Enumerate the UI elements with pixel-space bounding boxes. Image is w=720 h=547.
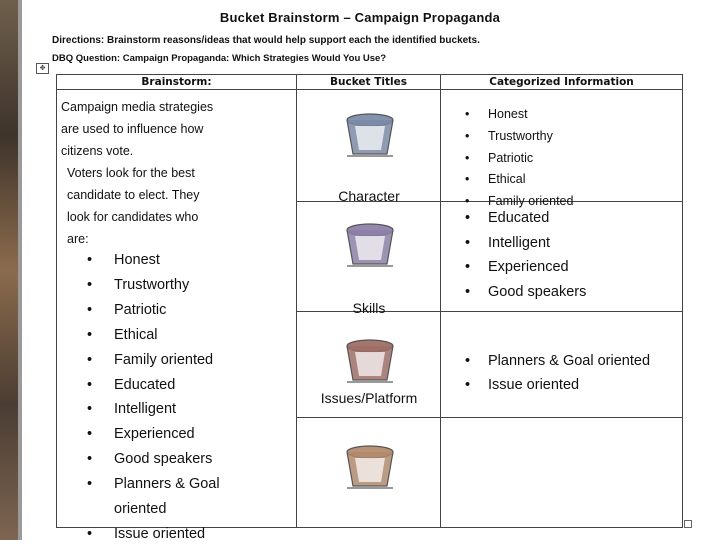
list-item: • Family oriented <box>87 348 220 373</box>
bucket-title-cell[interactable] <box>297 90 441 202</box>
list-item: • Issue oriented <box>465 373 650 397</box>
list-item <box>87 472 220 522</box>
list-item: • Good speakers <box>465 280 586 305</box>
list-item: • Educated <box>87 373 220 398</box>
list-item: • Intelligent <box>87 397 220 422</box>
table-resize-handle[interactable] <box>684 520 692 528</box>
brainstorm-list <box>87 248 220 547</box>
header-row <box>57 75 683 90</box>
voters-line: are: <box>67 232 89 246</box>
bucket-icon <box>341 338 399 384</box>
bucket-brainstorm-table <box>56 74 683 542</box>
category-list <box>465 206 586 305</box>
list-item-continuation: oriented <box>114 501 167 518</box>
directions-text: Directions: Brainstorm reasons/ideas that would help support each the identified buckets. <box>52 35 480 46</box>
list-item: • Experienced <box>87 422 220 447</box>
category-list <box>465 104 573 213</box>
category-cell[interactable] <box>441 202 683 312</box>
bucket-title-cell[interactable] <box>297 312 441 418</box>
bucket-icon <box>341 222 399 268</box>
list-item: • Planners & Goal oriented <box>465 349 650 373</box>
bucket-title-cell[interactable] <box>297 418 441 528</box>
list-item: • Educated <box>465 206 586 231</box>
header-brainstorm: Brainstorm: <box>57 75 297 90</box>
table-move-handle[interactable]: ✥ <box>36 63 49 74</box>
list-item: • Issue oriented <box>87 522 220 547</box>
list-item: • Experienced <box>465 255 586 280</box>
list-item: • Honest <box>465 104 573 126</box>
category-cell[interactable] <box>441 90 683 209</box>
category-list <box>465 349 650 397</box>
list-item: • Honest <box>87 248 220 273</box>
voters-line: look for candidates who <box>67 210 199 224</box>
bucket-title: Issues/Platform <box>320 390 418 406</box>
list-item: • Trustworthy <box>87 273 220 298</box>
background-photo-strip <box>0 0 18 540</box>
voters-line: Voters look for the best <box>67 166 195 180</box>
intro-line: citizens vote. <box>61 144 134 158</box>
bucket-title: Character <box>338 188 400 204</box>
list-item: • Family oriented <box>465 191 573 213</box>
list-item: • Ethical <box>87 323 220 348</box>
header-bucket-titles: Bucket Titles <box>297 75 441 90</box>
intro-line: Campaign media strategies <box>61 100 214 114</box>
bucket-title: Skills <box>352 300 386 316</box>
brainstorm-text <box>61 96 291 250</box>
list-item-text: Planners & Goal <box>114 476 220 493</box>
list-item: • Good speakers <box>87 447 220 472</box>
voters-line: candidate to elect. They <box>67 188 200 202</box>
list-item: • Patriotic <box>465 148 573 170</box>
bucket-icon <box>341 112 399 158</box>
header-categorized-information: Categorized Information <box>441 75 683 90</box>
dbq-question: DBQ Question: Campaign Propaganda: Which Strategies Would You Use? <box>52 53 387 64</box>
category-cell[interactable] <box>441 418 683 528</box>
list-item: • Patriotic <box>87 298 220 323</box>
list-item: • Trustworthy <box>465 126 573 148</box>
document-title: Bucket Brainstorm – Campaign Propaganda <box>219 10 501 25</box>
table-row <box>57 90 683 202</box>
list-item: • Ethical <box>465 169 573 191</box>
brainstorm-cell[interactable] <box>57 90 297 542</box>
intro-line: are used to influence how <box>61 122 204 136</box>
bucket-icon <box>341 444 399 490</box>
bucket-title-cell[interactable] <box>297 202 441 316</box>
list-item: • Intelligent <box>465 231 586 256</box>
category-cell[interactable] <box>441 312 683 418</box>
